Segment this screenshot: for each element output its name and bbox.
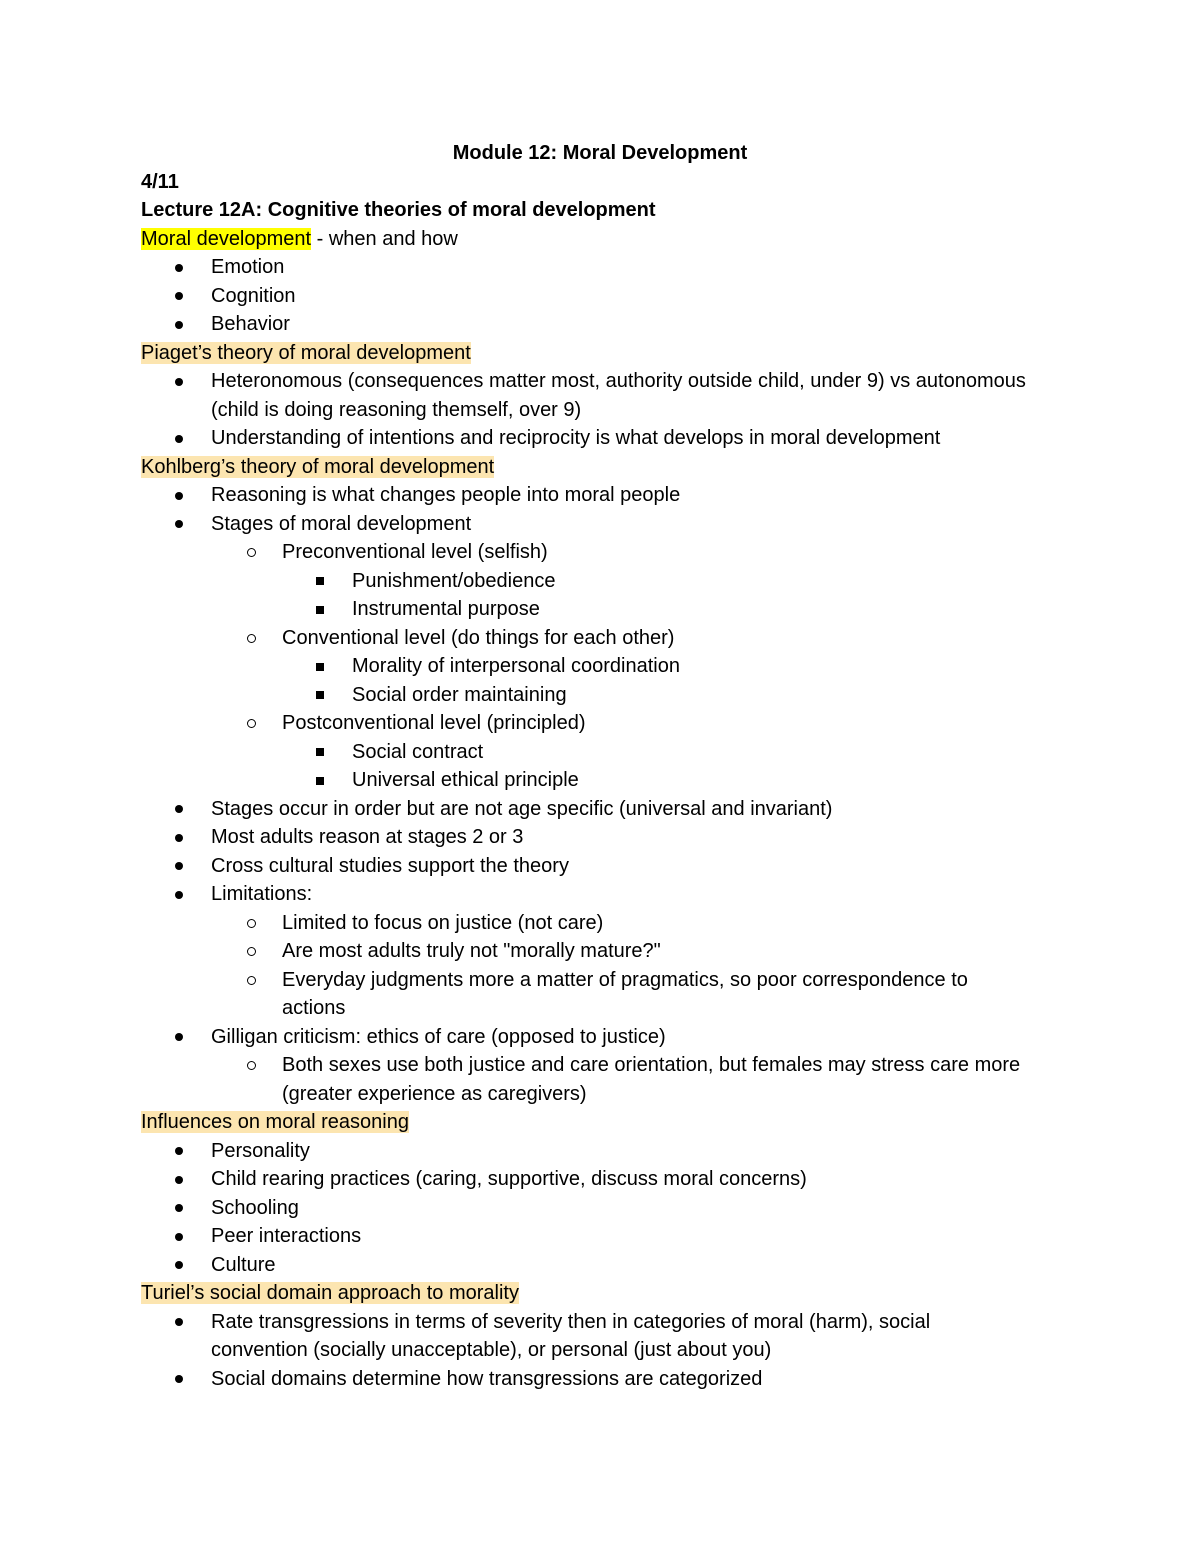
list-item: Cross cultural studies support the theory — [141, 852, 1061, 881]
bullet-circle-icon — [247, 709, 256, 738]
list-item: Postconventional level (principled) — [141, 709, 1061, 738]
bullet-circle-icon — [247, 966, 256, 995]
bullet-dot-icon — [175, 367, 183, 396]
list-item: Culture — [141, 1251, 1061, 1280]
bullet-dot-icon — [175, 1308, 183, 1337]
list-item: Peer interactions — [141, 1222, 1061, 1251]
list-item: Emotion — [141, 253, 1061, 282]
bullet-dot-icon — [175, 424, 183, 453]
limitations-list — [141, 909, 1061, 1023]
kohlberg-levels-list — [141, 624, 1061, 653]
section-heading: Moral development — [141, 227, 312, 250]
list-item: Universal ethical principle — [141, 766, 1061, 795]
kohlberg-levels-list — [141, 538, 1061, 567]
moral-development-list — [141, 253, 1061, 339]
bullet-square-icon — [316, 652, 324, 681]
gilligan-list — [141, 1051, 1061, 1108]
list-item: Cognition — [141, 282, 1061, 311]
bullet-dot-icon — [175, 1222, 183, 1251]
influences-list — [141, 1137, 1061, 1280]
section-heading: Influences on moral reasoning — [141, 1111, 409, 1133]
kohlberg-list — [141, 481, 1061, 538]
conventional-list — [141, 652, 1061, 709]
section-moral-development — [141, 225, 1061, 254]
list-item: Reasoning is what changes people into moral people — [141, 481, 1061, 510]
section-heading: Kohlberg’s theory of moral development — [141, 455, 495, 478]
section-kohlberg — [141, 453, 1061, 482]
bullet-dot-icon — [175, 1365, 183, 1394]
bullet-dot-icon — [175, 1194, 183, 1223]
piaget-list — [141, 367, 1061, 453]
bullet-square-icon — [316, 595, 324, 624]
list-item: Heteronomous (consequences matter most, authority outside child, under 9) vs autonomous (child is doing reasoning themself, over 9) — [141, 367, 1061, 424]
list-item: Preconventional level (selfish) — [141, 538, 1061, 567]
bullet-dot-icon — [175, 481, 183, 510]
bullet-circle-icon — [247, 538, 256, 567]
bullet-dot-icon — [175, 1137, 183, 1166]
bullet-square-icon — [316, 567, 324, 596]
kohlberg-levels-list — [141, 709, 1061, 738]
bullet-circle-icon — [247, 1051, 256, 1080]
list-item: Are most adults truly not "morally mature?" — [141, 937, 1061, 966]
bullet-square-icon — [316, 766, 324, 795]
list-item: Most adults reason at stages 2 or 3 — [141, 823, 1061, 852]
section-heading: Piaget’s theory of moral development — [141, 341, 471, 364]
list-item: Limitations: — [141, 880, 1061, 909]
bullet-circle-icon — [247, 909, 256, 938]
bullet-dot-icon — [175, 823, 183, 852]
list-item: Social contract — [141, 738, 1061, 767]
list-item: Child rearing practices (caring, supportive, discuss moral concerns) — [141, 1165, 1061, 1194]
list-item: Personality — [141, 1137, 1061, 1166]
bullet-dot-icon — [175, 852, 183, 881]
bullet-dot-icon — [175, 310, 183, 339]
section-piaget — [141, 339, 1061, 368]
bullet-dot-icon — [175, 510, 183, 539]
list-item: Both sexes use both justice and care orientation, but females may stress care more (greater experience as caregivers) — [141, 1051, 1061, 1108]
list-item: Gilligan criticism: ethics of care (opposed to justice) — [141, 1023, 1061, 1052]
section-heading-suffix: - when and how — [311, 227, 458, 250]
bullet-dot-icon — [175, 282, 183, 311]
list-item: Everyday judgments more a matter of pragmatics, so poor correspondence to actions — [141, 966, 1061, 1023]
list-item: Understanding of intentions and reciprocity is what develops in moral development — [141, 424, 1061, 453]
list-item: Stages of moral development — [141, 510, 1061, 539]
list-item: Stages occur in order but are not age specific (universal and invariant) — [141, 795, 1061, 824]
lecture-heading: Lecture 12A: Cognitive theories of moral development — [141, 199, 656, 221]
kohlberg-list-cont — [141, 795, 1061, 909]
list-item: Schooling — [141, 1194, 1061, 1223]
bullet-dot-icon — [175, 880, 183, 909]
list-item: Social domains determine how transgressions are categorized — [141, 1365, 1061, 1394]
bullet-dot-icon — [175, 1023, 183, 1052]
bullet-dot-icon — [175, 1251, 183, 1280]
kohlberg-list-gilligan — [141, 1023, 1061, 1052]
bullet-circle-icon — [247, 624, 256, 653]
page-title: Module 12: Moral Development — [452, 142, 748, 164]
bullet-dot-icon — [175, 253, 183, 282]
bullet-dot-icon — [175, 1165, 183, 1194]
postconventional-list — [141, 738, 1061, 795]
section-heading: Turiel’s social domain approach to morality — [141, 1282, 519, 1304]
list-item: Punishment/obedience — [141, 567, 1061, 596]
section-turiel — [141, 1279, 1061, 1308]
bullet-square-icon — [316, 738, 324, 767]
list-item: Social order maintaining — [141, 681, 1061, 710]
date-heading: 4/11 — [141, 170, 179, 193]
document-body — [141, 139, 1061, 1393]
bullet-dot-icon — [175, 795, 183, 824]
list-item: Conventional level (do things for each other) — [141, 624, 1061, 653]
list-item: Behavior — [141, 310, 1061, 339]
bullet-square-icon — [316, 681, 324, 710]
bullet-circle-icon — [247, 937, 256, 966]
list-item: Rate transgressions in terms of severity then in categories of moral (harm), social convention (socially unacceptable), or personal (just about you) — [141, 1308, 1061, 1365]
preconventional-list — [141, 567, 1061, 624]
list-item: Limited to focus on justice (not care) — [141, 909, 1061, 938]
section-influences — [141, 1108, 1061, 1137]
turiel-list — [141, 1308, 1061, 1394]
list-item: Morality of interpersonal coordination — [141, 652, 1061, 681]
list-item: Instrumental purpose — [141, 595, 1061, 624]
